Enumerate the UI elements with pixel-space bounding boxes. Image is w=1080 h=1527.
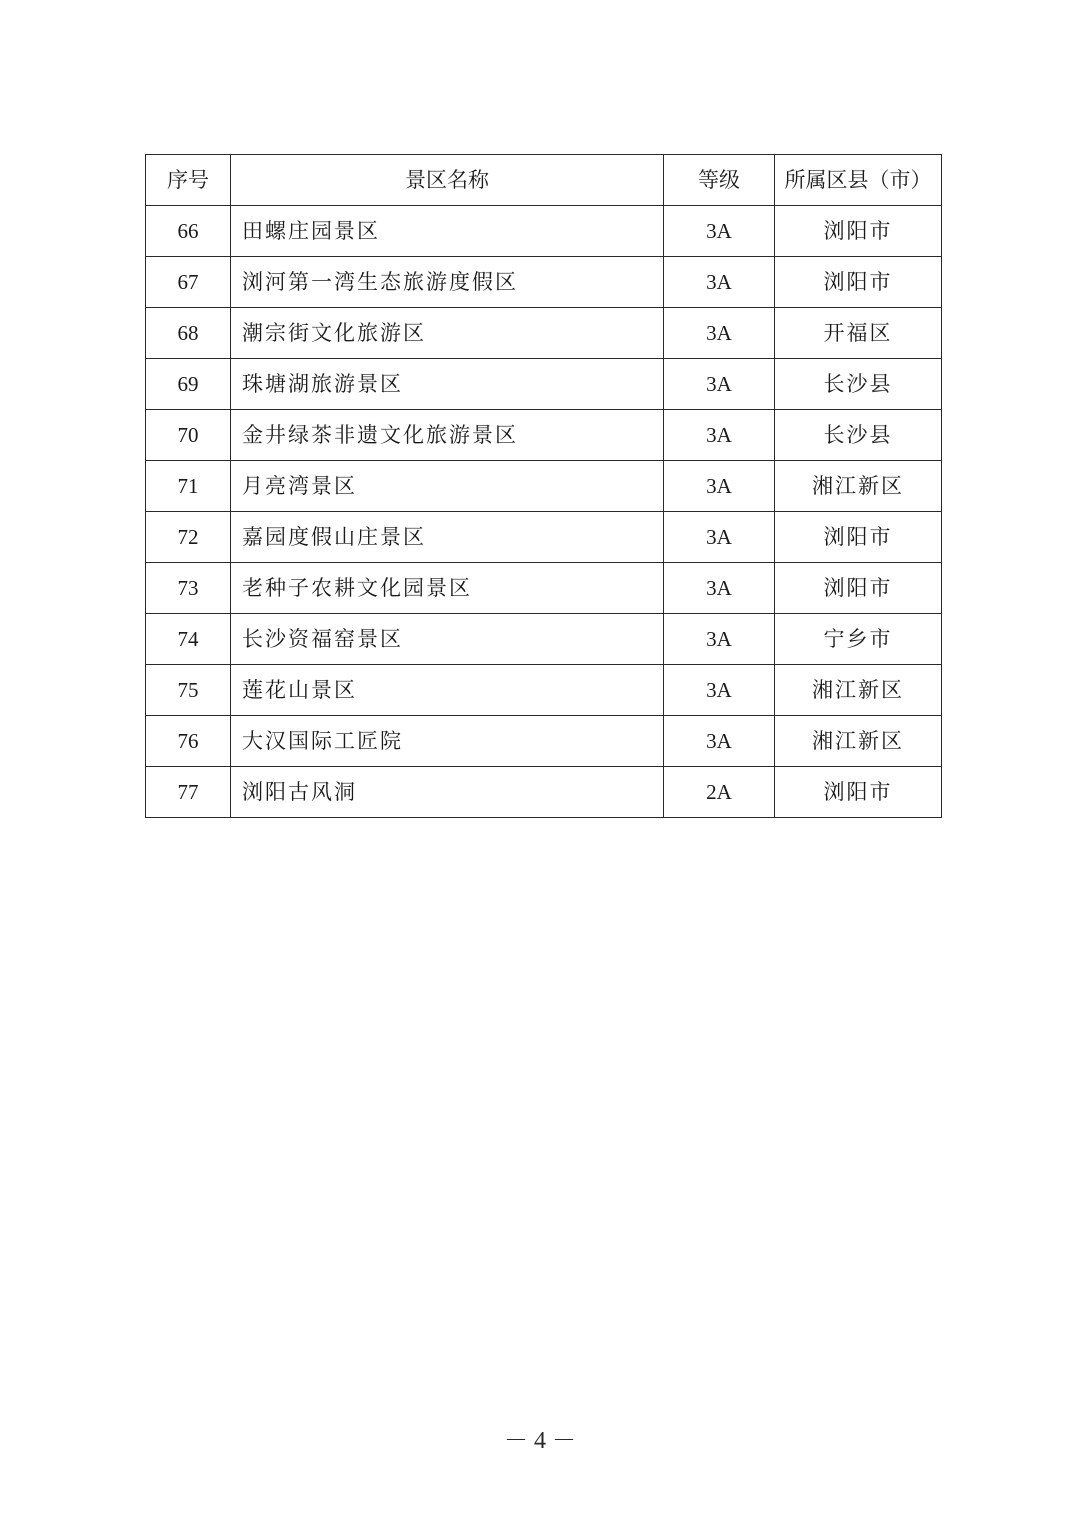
cell-scenic-name: 莲花山景区 (231, 665, 664, 716)
header-grade: 等级 (664, 155, 775, 206)
table-row (146, 614, 942, 665)
cell-grade: 3A (664, 410, 775, 461)
cell-district: 湘江新区 (775, 716, 942, 767)
cell-grade: 3A (664, 257, 775, 308)
cell-district: 浏阳市 (775, 563, 942, 614)
cell-district: 长沙县 (775, 410, 942, 461)
cell-no: 66 (146, 206, 231, 257)
table-header (146, 155, 942, 206)
cell-scenic-name: 浏河第一湾生态旅游度假区 (231, 257, 664, 308)
header-row (146, 155, 942, 206)
cell-no: 72 (146, 512, 231, 563)
cell-no: 74 (146, 614, 231, 665)
header-district: 所属区县（市） (775, 155, 942, 206)
cell-district: 湘江新区 (775, 461, 942, 512)
table-row (146, 563, 942, 614)
cell-grade: 2A (664, 767, 775, 818)
table-body (146, 206, 942, 818)
table-row (146, 461, 942, 512)
table-row (146, 308, 942, 359)
cell-scenic-name: 浏阳古风洞 (231, 767, 664, 818)
cell-grade: 3A (664, 308, 775, 359)
page-number: － 4 － (504, 1428, 576, 1454)
cell-grade: 3A (664, 359, 775, 410)
cell-no: 68 (146, 308, 231, 359)
cell-no: 75 (146, 665, 231, 716)
scenic-area-table-container (145, 154, 941, 818)
cell-grade: 3A (664, 512, 775, 563)
table-row (146, 716, 942, 767)
cell-scenic-name: 嘉园度假山庄景区 (231, 512, 664, 563)
table-row (146, 767, 942, 818)
table-row (146, 206, 942, 257)
cell-no: 70 (146, 410, 231, 461)
table-row (146, 410, 942, 461)
cell-district: 浏阳市 (775, 767, 942, 818)
cell-scenic-name: 潮宗街文化旅游区 (231, 308, 664, 359)
cell-no: 77 (146, 767, 231, 818)
cell-grade: 3A (664, 665, 775, 716)
cell-grade: 3A (664, 563, 775, 614)
cell-grade: 3A (664, 206, 775, 257)
header-no: 序号 (146, 155, 231, 206)
cell-district: 长沙县 (775, 359, 942, 410)
cell-scenic-name: 金井绿茶非遗文化旅游景区 (231, 410, 664, 461)
cell-no: 76 (146, 716, 231, 767)
cell-district: 宁乡市 (775, 614, 942, 665)
cell-scenic-name: 珠塘湖旅游景区 (231, 359, 664, 410)
cell-grade: 3A (664, 461, 775, 512)
cell-district: 浏阳市 (775, 512, 942, 563)
cell-scenic-name: 长沙资福窑景区 (231, 614, 664, 665)
cell-scenic-name: 老种子农耕文化园景区 (231, 563, 664, 614)
table-row (146, 512, 942, 563)
cell-district: 浏阳市 (775, 257, 942, 308)
table-row (146, 359, 942, 410)
table-row (146, 665, 942, 716)
table-row (146, 257, 942, 308)
header-name: 景区名称 (231, 155, 664, 206)
scenic-area-table (145, 154, 942, 818)
cell-no: 67 (146, 257, 231, 308)
cell-no: 73 (146, 563, 231, 614)
cell-district: 开福区 (775, 308, 942, 359)
cell-no: 71 (146, 461, 231, 512)
cell-district: 湘江新区 (775, 665, 942, 716)
cell-scenic-name: 月亮湾景区 (231, 461, 664, 512)
cell-grade: 3A (664, 614, 775, 665)
cell-scenic-name: 大汉国际工匠院 (231, 716, 664, 767)
cell-no: 69 (146, 359, 231, 410)
cell-district: 浏阳市 (775, 206, 942, 257)
cell-grade: 3A (664, 716, 775, 767)
cell-scenic-name: 田螺庄园景区 (231, 206, 664, 257)
